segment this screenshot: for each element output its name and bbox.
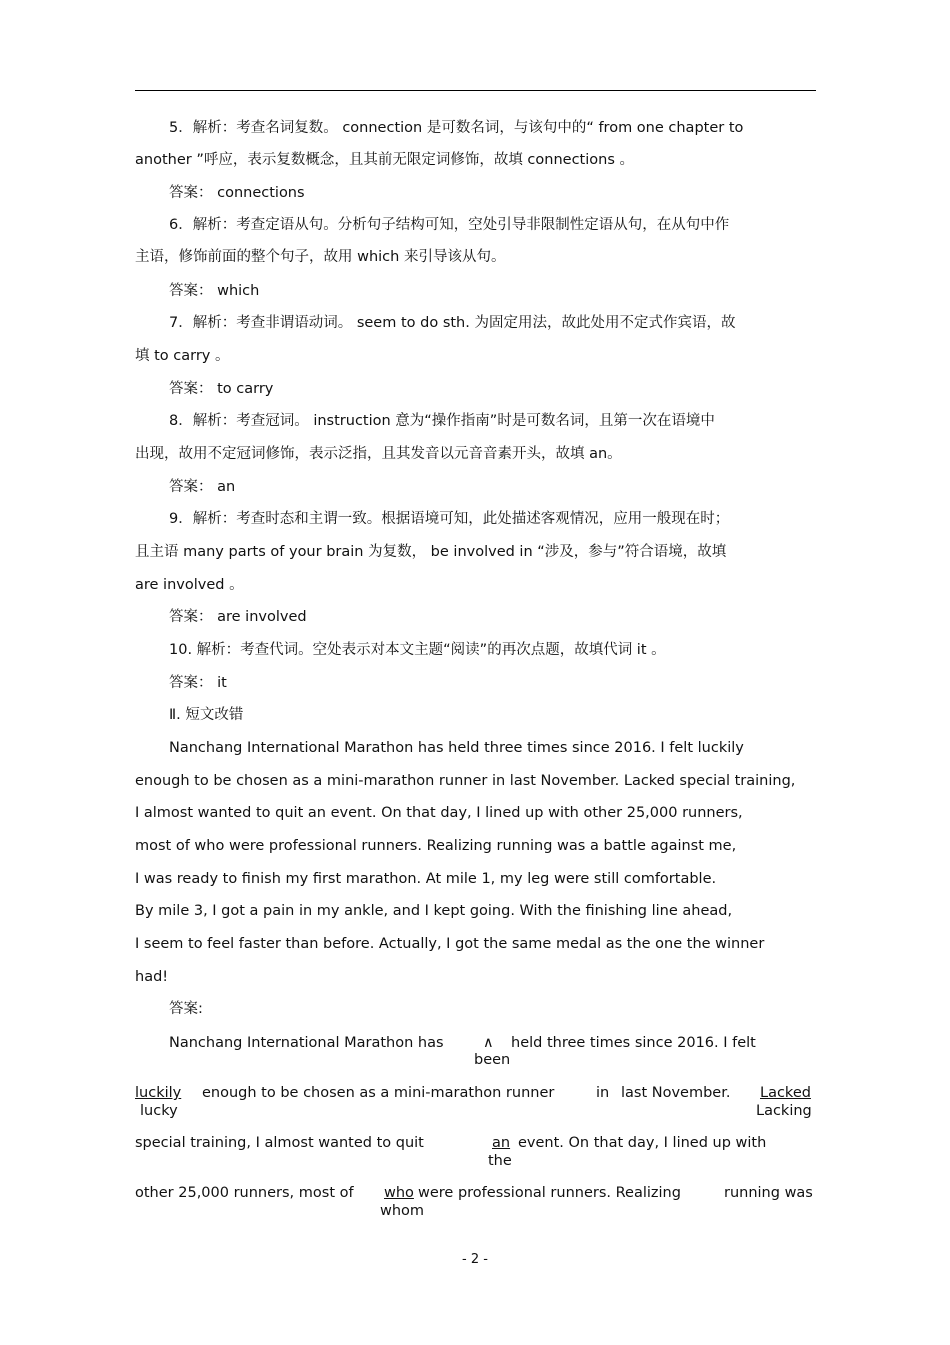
error-luckily: luckily — [135, 1085, 182, 1101]
error-who: who — [384, 1185, 414, 1201]
correction-whom: whom — [380, 1203, 425, 1219]
item-6-answer: 答案： which — [169, 283, 260, 299]
item-9-answer: 答案： are involved — [169, 609, 307, 625]
correction-lucky: lucky — [140, 1103, 178, 1119]
item-5-line-1: 5．解析：考查名词复数。 connection 是可数名词，与该句中的“ from one chapter to — [169, 120, 744, 136]
passage-line-1: Nanchang International Marathon has held three times since 2016. I felt luckily — [169, 740, 744, 756]
correction-lacking: Lacking — [756, 1103, 812, 1119]
header-rule — [135, 90, 816, 91]
passage-line-7: I seem to feel faster than before. Actually, I got the same medal as the one the winner — [135, 936, 765, 952]
error-an: an — [492, 1135, 511, 1151]
item-7-line-2: 填 to carry 。 — [135, 348, 230, 364]
passage-line-2: enough to be chosen as a mini-marathon runner in last November. Lacked special training, — [135, 773, 796, 789]
item-9-line-3: are involved 。 — [135, 577, 244, 593]
item-5-line-2: another ”呼应，表示复数概念，且其前无限定词修饰，故填 connections 。 — [135, 152, 634, 168]
passage-line-4: most of who were professional runners. Realizing running was a battle against me, — [135, 838, 737, 854]
item-7-line-1: 7．解析：考查非谓语动词。 seem to do sth. 为固定用法，故此处用不定式作宾语，故 — [169, 315, 736, 331]
corr-row4-text-d: running was — [724, 1185, 813, 1201]
item-9-line-2: 且主语 many parts of your brain 为复数， be involved in “涉及，参与”符合语境，故填 — [135, 544, 727, 560]
item-6-line-1: 6．解析：考查定语从句。分析句子结构可知，空处引导非限制性定语从句，在从句中作 — [169, 217, 730, 233]
item-7-answer: 答案： to carry — [169, 381, 274, 397]
corr-row4-text-a: other 25,000 runners, most of — [135, 1185, 354, 1201]
corr-row2-text-b: enough to be chosen as a mini-marathon runner — [202, 1085, 555, 1101]
error-lacked: Lacked — [760, 1085, 811, 1101]
item-10-line-1: 10. 解析：考查代词。空处表示对本文主题“阅读”的再次点题，故填代词 it 。 — [169, 642, 666, 658]
corr-row3-text-a: special training, I almost wanted to quit — [135, 1135, 424, 1151]
section-title: Ⅱ. 短文改错 — [169, 707, 244, 723]
passage-line-3: I almost wanted to quit an event. On that day, I lined up with other 25,000 runners, — [135, 805, 743, 821]
item-8-line-2: 出现，故用不定冠词修饰，表示泛指，且其发音以元音音素开头，故填 an。 — [135, 446, 622, 462]
item-5-answer: 答案： connections — [169, 185, 305, 201]
insert-mark: ∧ — [483, 1035, 494, 1051]
passage-line-8: had! — [135, 969, 169, 985]
corr-row3-text-c: event. On that day, I lined up with — [518, 1135, 767, 1151]
item-10-answer: 答案： it — [169, 675, 227, 691]
item-8-line-1: 8．解析：考查冠词。 instruction 意为“操作指南”时是可数名词，且第一次在语境中 — [169, 413, 715, 429]
corr-row1-text-b: held three times since 2016. I felt — [511, 1035, 756, 1051]
correction-the: the — [488, 1153, 512, 1169]
passage-line-5: I was ready to finish my first marathon. At mile 1, my leg were still comfortable. — [135, 871, 717, 887]
corr-row1-text-a: Nanchang International Marathon has — [169, 1035, 444, 1051]
corr-row2-text-d: last November. — [621, 1085, 731, 1101]
passage-line-6: By mile 3, I got a pain in my ankle, and I kept going. With the finishing line ahead, — [135, 903, 733, 919]
correction-been: been — [474, 1052, 511, 1068]
page-number: - 2 - — [462, 1252, 488, 1267]
item-6-line-2: 主语，修饰前面的整个句子，故用 which 来引导该从句。 — [135, 249, 506, 265]
error-in: in — [596, 1085, 610, 1101]
correction-answer-label: 答案: — [169, 1001, 203, 1017]
item-9-line-1: 9．解析：考查时态和主谓一致。根据语境可知，此处描述客观情况，应用一般现在时； — [169, 511, 730, 527]
corr-row4-text-c: were professional runners. Realizing — [418, 1185, 681, 1201]
item-8-answer: 答案： an — [169, 479, 236, 495]
